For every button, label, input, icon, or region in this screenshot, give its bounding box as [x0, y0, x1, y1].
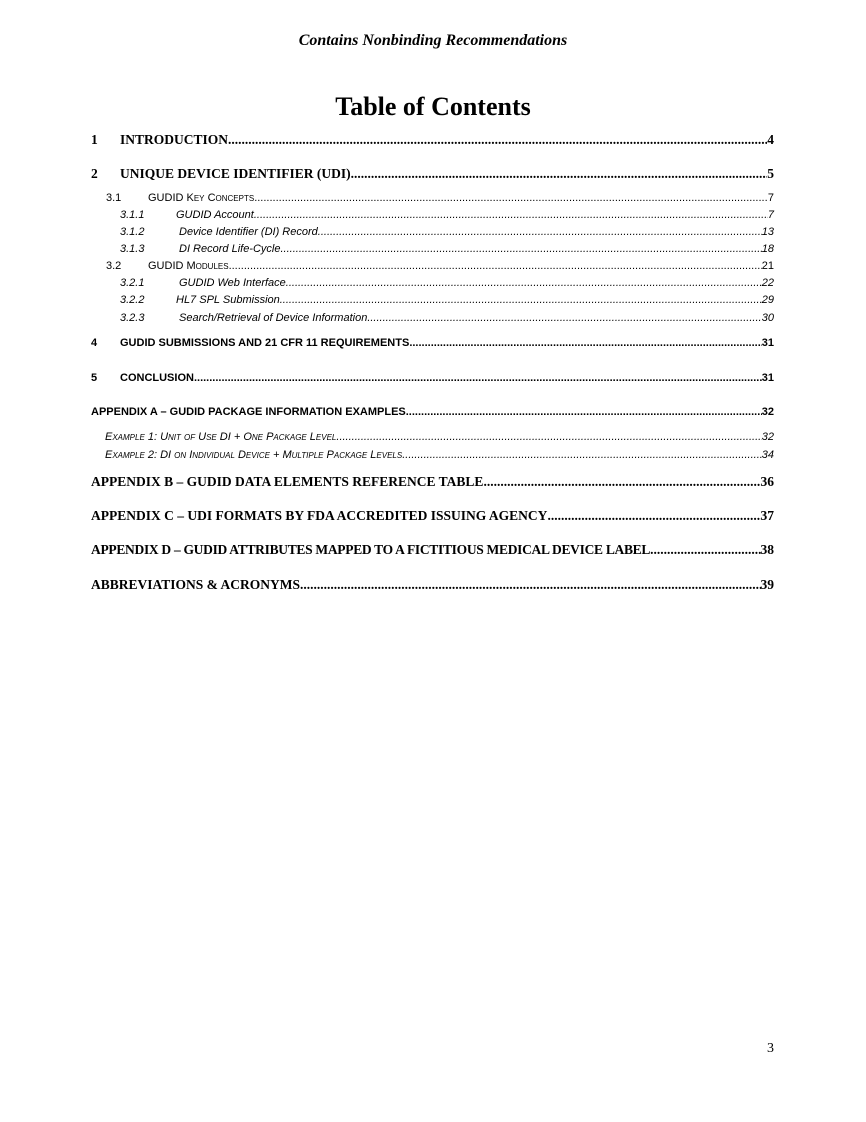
toc-entry-gudid-account[interactable]	[120, 210, 774, 221]
page-number: 3	[767, 1041, 774, 1056]
toc-entry-conclusion[interactable]	[91, 373, 774, 384]
toc-page: 29	[761, 294, 774, 306]
toc-page: 38	[760, 542, 774, 557]
toc-number: 1	[91, 132, 98, 147]
toc-leader	[300, 578, 760, 592]
toc-entry-hl7-spl-submission[interactable]	[120, 295, 774, 306]
toc-page: 4	[767, 132, 774, 147]
toc-entry-key-concepts[interactable]	[106, 193, 774, 204]
toc-label: APPENDIX C – UDI FORMATS BY FDA ACCREDITED ISSUING AGENCY	[91, 508, 548, 523]
toc-entry-gudid-modules[interactable]	[106, 261, 774, 272]
toc-number: 4	[91, 337, 98, 349]
toc-number: 2	[91, 166, 98, 181]
toc-label: Example 2: DI on Individual Device + Multiple Package Levels	[105, 449, 403, 461]
toc-leader	[280, 244, 761, 255]
toc-leader	[409, 338, 761, 349]
toc-entry-submissions-cfr[interactable]	[91, 338, 774, 349]
toc-page: 18	[761, 243, 774, 255]
toc-entry-appendix-c[interactable]	[91, 509, 774, 523]
toc-page: 7	[767, 192, 774, 204]
toc-entry-abbreviations[interactable]	[91, 578, 774, 592]
toc-number: 3.2.3	[120, 312, 145, 324]
toc-page: 36	[760, 474, 774, 489]
toc-label: Example 1: Unit of Use DI + One Package Level	[105, 431, 337, 443]
toc-leader	[194, 373, 762, 384]
toc-number: 3.1.2	[120, 226, 145, 238]
toc-number: 3.1.1	[120, 209, 145, 221]
toc-page: 34	[761, 449, 774, 461]
page-header: Contains Nonbinding Recommendations	[298, 32, 568, 49]
toc-leader	[254, 210, 768, 221]
toc-page: 32	[761, 406, 774, 418]
toc-leader	[286, 278, 762, 289]
toc-label: ABBREVIATIONS & ACRONYMS	[91, 577, 301, 592]
toc-leader	[547, 509, 760, 523]
toc-number: 3.1.3	[120, 243, 145, 255]
toc-entry-di-record-life-cycle[interactable]	[120, 244, 774, 255]
toc-label: GUDID Account	[176, 209, 254, 221]
toc-label: GUDID Web Interface	[179, 277, 286, 289]
toc-page: 32	[761, 431, 774, 443]
toc-label: HL7 SPL Submission	[176, 294, 280, 306]
toc-label: CONCLUSION	[120, 372, 194, 384]
toc-entry-appendix-b[interactable]	[91, 475, 774, 489]
toc-leader	[336, 432, 761, 443]
toc-number: 3.2.2	[120, 294, 145, 306]
toc-label: APPENDIX B – GUDID DATA ELEMENTS REFERENCE TABLE	[91, 474, 484, 489]
toc-label: APPENDIX D – GUDID ATTRIBUTES MAPPED TO A FICTITIOUS MEDICAL DEVICE LABEL	[91, 542, 651, 557]
toc-label: GUDID Modules	[148, 260, 229, 272]
toc-entry-appendix-a[interactable]	[91, 407, 774, 418]
toc-number: 5	[91, 372, 98, 384]
toc-leader	[351, 167, 768, 181]
toc-label: Device Identifier (DI) Record	[179, 226, 318, 238]
toc-label: Search/Retrieval of Device Information	[179, 312, 368, 324]
toc-label: UNIQUE DEVICE IDENTIFIER (UDI)	[120, 166, 351, 181]
toc-page: 22	[761, 277, 774, 289]
toc-number: 3.1	[106, 192, 122, 204]
toc-entry-example-2[interactable]	[105, 450, 774, 461]
toc-leader	[254, 193, 768, 204]
toc-entry-introduction[interactable]	[91, 133, 774, 147]
toc-page: 13	[761, 226, 774, 238]
page-title: Table of Contents	[335, 92, 531, 121]
toc-label: DI Record Life-Cycle	[179, 243, 281, 255]
toc-page: 31	[761, 372, 774, 384]
toc-page: 39	[760, 577, 774, 592]
toc-leader	[228, 133, 767, 147]
toc-label: GUDID SUBMISSIONS AND 21 CFR 11 REQUIREMENTS	[120, 337, 410, 349]
toc-leader	[229, 261, 762, 272]
toc-page: 37	[760, 508, 774, 523]
toc-entry-di-record[interactable]	[120, 227, 774, 238]
toc-label: INTRODUCTION	[120, 132, 229, 147]
toc-label: APPENDIX A – GUDID PACKAGE INFORMATION EXAMPLES	[91, 406, 406, 418]
toc-entry-appendix-d[interactable]	[91, 543, 774, 557]
toc-page: 31	[761, 337, 774, 349]
toc-leader	[280, 295, 762, 306]
toc-entry-web-interface[interactable]	[120, 278, 774, 289]
toc-page: 5	[767, 166, 774, 181]
toc-entry-udi[interactable]	[91, 167, 774, 181]
toc-leader	[483, 475, 760, 489]
toc-leader	[318, 227, 762, 238]
toc-entry-example-1[interactable]	[105, 432, 774, 443]
toc-leader	[650, 543, 760, 557]
toc-leader	[367, 313, 761, 324]
toc-page: 21	[761, 260, 774, 272]
toc-leader	[406, 407, 762, 418]
toc-leader	[402, 450, 762, 461]
toc-entry-search-retrieval[interactable]	[120, 313, 774, 324]
toc-number: 3.2	[106, 260, 122, 272]
toc-page: 7	[767, 209, 774, 221]
toc-page: 30	[761, 312, 774, 324]
toc-number: 3.2.1	[120, 277, 145, 289]
toc-label: GUDID Key Concepts	[148, 192, 255, 204]
